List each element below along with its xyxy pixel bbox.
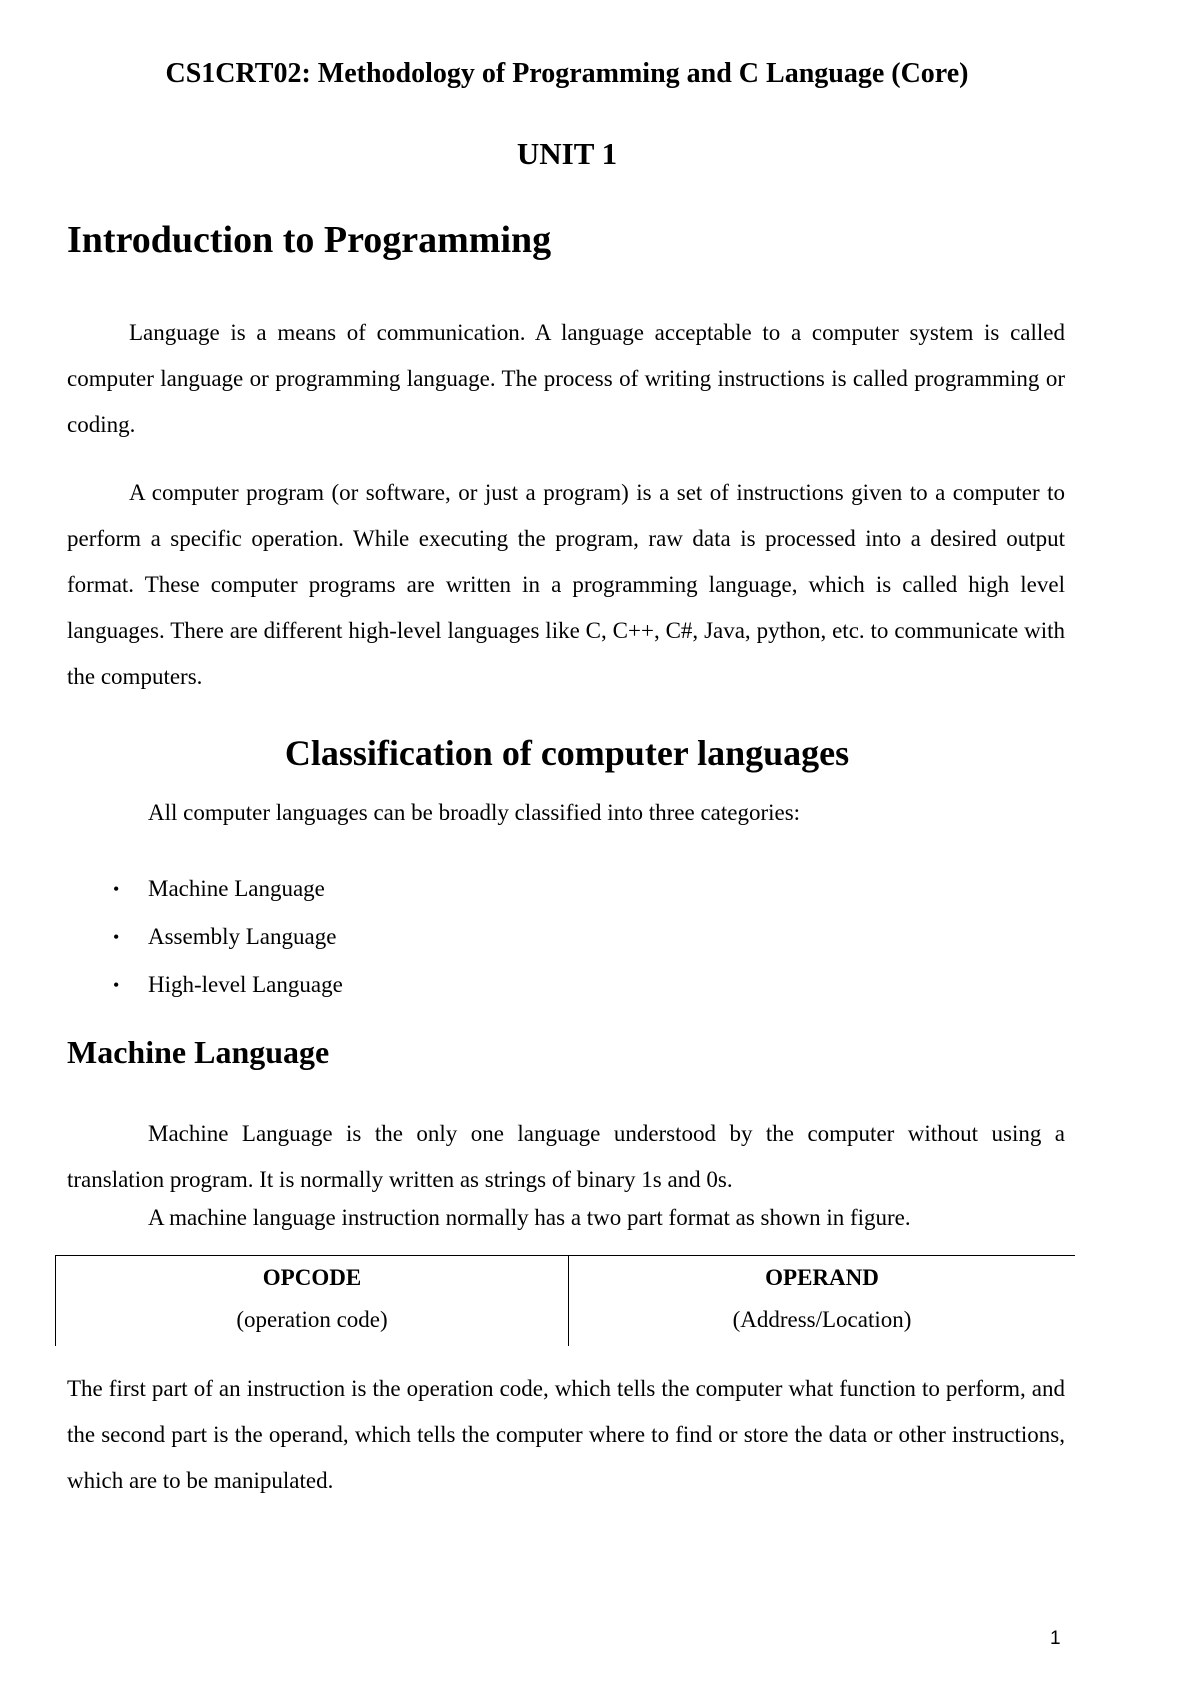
machine-language-paragraph-1: Machine Language is the only one language understood by the computer without using a translation program. It is normally written as strings of binary 1s and 0s. bbox=[67, 1121, 1065, 1192]
operand-cell bbox=[569, 1256, 1075, 1346]
bullet-icon: • bbox=[113, 927, 120, 947]
intro-paragraph-1: Language is a means of communication. A language acceptable to a computer system is called computer language or programming language. The process of writing instructions is called programming or coding. bbox=[67, 320, 1065, 437]
opcode-cell bbox=[55, 1256, 569, 1346]
opcode-description: (operation code) bbox=[236, 1307, 388, 1332]
bullet-icon: • bbox=[113, 975, 120, 995]
operand-header: OPERAND bbox=[765, 1265, 879, 1290]
list-item bbox=[113, 865, 343, 913]
machine-language-paragraph-3: The first part of an instruction is the operation code, which tells the computer what function to perform, and the second part is the operand, which tells the computer where to find or store the data or other instructions, which are to be manipulated. bbox=[67, 1376, 1065, 1493]
list-item-label: High-level Language bbox=[148, 972, 343, 997]
intro-heading: Introduction to Programming bbox=[67, 219, 552, 261]
page-number: 1 bbox=[1050, 1628, 1061, 1649]
classification-intro: All computer languages can be broadly classified into three categories: bbox=[148, 800, 801, 825]
intro-paragraph-2: A computer program (or software, or just a program) is a set of instructions given to a computer to perform a specific operation. While executing the program, raw data is processed into a desired output format. These computer programs are written in a programming language, which is called high level languages. There are different high-level languages like C, C++, C#, Java, python, etc. to communicate with the computers. bbox=[67, 480, 1065, 689]
language-category-list bbox=[113, 865, 343, 1009]
opcode-header: OPCODE bbox=[262, 1265, 362, 1290]
instruction-format-table bbox=[55, 1255, 1075, 1346]
list-item bbox=[113, 961, 343, 1009]
classification-heading: Classification of computer languages bbox=[284, 733, 850, 773]
list-item-label: Machine Language bbox=[148, 876, 325, 901]
unit-title: UNIT 1 bbox=[516, 136, 618, 171]
list-item-label: Assembly Language bbox=[148, 924, 337, 949]
machine-language-paragraph-2: A machine language instruction normally has a two part format as shown in figure. bbox=[148, 1205, 911, 1230]
bullet-icon: • bbox=[113, 879, 120, 899]
machine-language-heading: Machine Language bbox=[67, 1034, 330, 1070]
operand-description: (Address/Location) bbox=[732, 1307, 912, 1332]
list-item bbox=[113, 913, 343, 961]
course-title: CS1CRT02: Methodology of Programming and C Language (Core) bbox=[165, 58, 969, 89]
